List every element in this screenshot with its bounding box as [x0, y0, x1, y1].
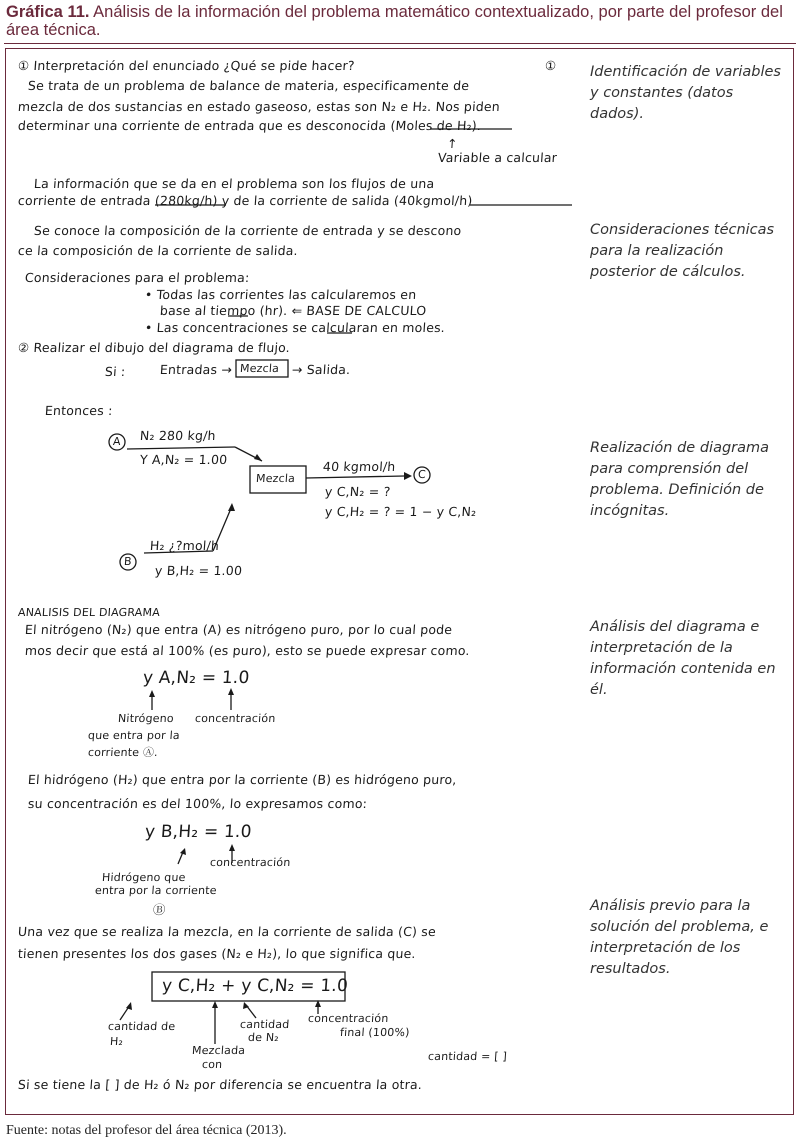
note-line: Si se tiene la [ ] de H₂ ó N₂ por diferencia se encuentra la otra.	[17, 1077, 423, 1092]
note-line: cantidad de	[107, 1020, 176, 1033]
note-line: Hidrógeno que	[101, 871, 187, 884]
equation: y B,H₂ = 1.0	[144, 822, 253, 842]
page-number: ①	[544, 58, 557, 73]
note-line: final (100%)	[339, 1026, 411, 1039]
note-line: determinar una corriente de entrada que es desconocida (Moles de H₂).	[17, 118, 482, 133]
note-line: Consideraciones para el problema:	[24, 270, 251, 285]
annotation-analysis: Análisis del diagrama e interpretación de la información contenida en él.	[590, 619, 776, 698]
annotation-considerations: Consideraciones técnicas para la realización posterior de cálculos.	[590, 222, 775, 280]
source-note: Fuente: notas del profesor del área técnica (2013).	[6, 1123, 287, 1138]
figure-title: Análisis de la información del problema matemático contextualizado, por parte del profesor del área técnica.	[6, 3, 783, 39]
section-heading: ANALISIS DEL DIAGRAMA	[17, 606, 161, 619]
note-line: corriente de entrada (280kg/h) y de la corriente de salida (40kgmol/h)	[17, 193, 473, 208]
note-line: entra por la corriente	[94, 884, 218, 897]
stream-c-h2: y C,H₂ = ? = 1 − y C,N₂	[324, 504, 477, 519]
note-line: Variable a calcular	[437, 150, 558, 165]
note-line: Nitrógeno	[117, 712, 175, 725]
note-line: base al tiempo (hr). ⇐ BASE DE CALCULO	[159, 303, 427, 318]
note-line: Se conoce la composición de la corriente de entrada y se descono	[33, 223, 463, 238]
note-line: • Todas las corrientes las calcularemos en	[144, 287, 417, 302]
stream-c-n2: y C,N₂ = ?	[324, 484, 392, 499]
note-line: que entra por la	[87, 729, 181, 742]
annotation-diagram: Realización de diagrama para comprensión del problema. Definición de incógnitas.	[590, 440, 770, 519]
note-line: ① Interpretación del enunciado ¿Qué se pide hacer?	[17, 58, 356, 73]
stream-a-concentration: Y A,N₂ = 1.00	[139, 452, 228, 467]
stream-b-flow: H₂ ¿?mol/h	[149, 538, 220, 553]
note-line: concentración	[307, 1012, 389, 1025]
equation: y A,N₂ = 1.0	[142, 668, 251, 688]
note-line: → Salida.	[291, 362, 351, 377]
note-line: cantidad	[239, 1018, 290, 1031]
note-line: ce la composición de la corriente de salida.	[17, 243, 299, 258]
stream-b-concentration: y B,H₂ = 1.00	[154, 563, 243, 578]
stream-a-flow: N₂ 280 kg/h	[139, 428, 217, 443]
mixer-label: Mezcla	[255, 472, 296, 485]
figure-label: Gráfica 11.	[6, 3, 90, 21]
note-line: Mezclada	[191, 1044, 246, 1057]
note-line: El hidrógeno (H₂) que entra por la corriente (B) es hidrógeno puro,	[27, 772, 458, 787]
note-line: • Las concentraciones se calcularan en moles.	[144, 320, 446, 335]
stream-a-label: A	[112, 435, 122, 448]
stream-b-label: B	[123, 555, 133, 568]
note-line: Mezcla	[239, 362, 280, 375]
note-line: La información que se da en el problema son los flujos de una	[33, 176, 435, 191]
note-line: ② Realizar el dibujo del diagrama de flujo.	[17, 340, 291, 355]
arrow-up-icon: ↑	[446, 136, 459, 151]
note-line: su concentración es del 100%, lo expresamos como:	[27, 796, 368, 811]
note-line: cantidad = [ ]	[427, 1050, 508, 1063]
note-line: Entradas →	[159, 362, 233, 377]
note-line: Entonces :	[44, 403, 114, 418]
boxed-equation: y C,H₂ + y C,N₂ = 1.0	[161, 976, 349, 996]
note-line: de N₂	[247, 1031, 280, 1044]
stream-c-label: C	[417, 468, 427, 481]
note-line: corriente Ⓐ.	[87, 746, 159, 759]
note-line: concentración	[209, 856, 291, 869]
note-line: mos decir que está al 100% (es puro), esto se puede expresar como.	[24, 643, 471, 658]
note-line: Si :	[104, 364, 126, 379]
note-line: mezcla de dos sustancias en estado gaseoso, estas son N₂ e H₂. Nos piden	[17, 99, 501, 114]
annotation-variables: Identificación de variables y constantes (datos dados).	[590, 64, 781, 122]
annotation-solution: Análisis previo para la solución del problema, e interpretación de los resultados.	[590, 898, 769, 977]
note-line: concentración	[194, 712, 276, 725]
note-line: H₂	[109, 1035, 124, 1048]
note-line: Una vez que se realiza la mezcla, en la corriente de salida (C) se	[17, 924, 437, 939]
note-line: Se trata de un problema de balance de materia, especificamente de	[27, 78, 470, 93]
stream-c-flow: 40 kgmol/h	[322, 459, 397, 474]
note-line: El nitrógeno (N₂) que entra (A) es nitrógeno puro, por lo cual pode	[24, 622, 453, 637]
note-line: con	[201, 1058, 223, 1071]
note-line: Ⓑ	[152, 902, 167, 917]
note-line: tienen presentes los dos gases (N₂ e H₂), lo que significa que.	[17, 946, 417, 961]
